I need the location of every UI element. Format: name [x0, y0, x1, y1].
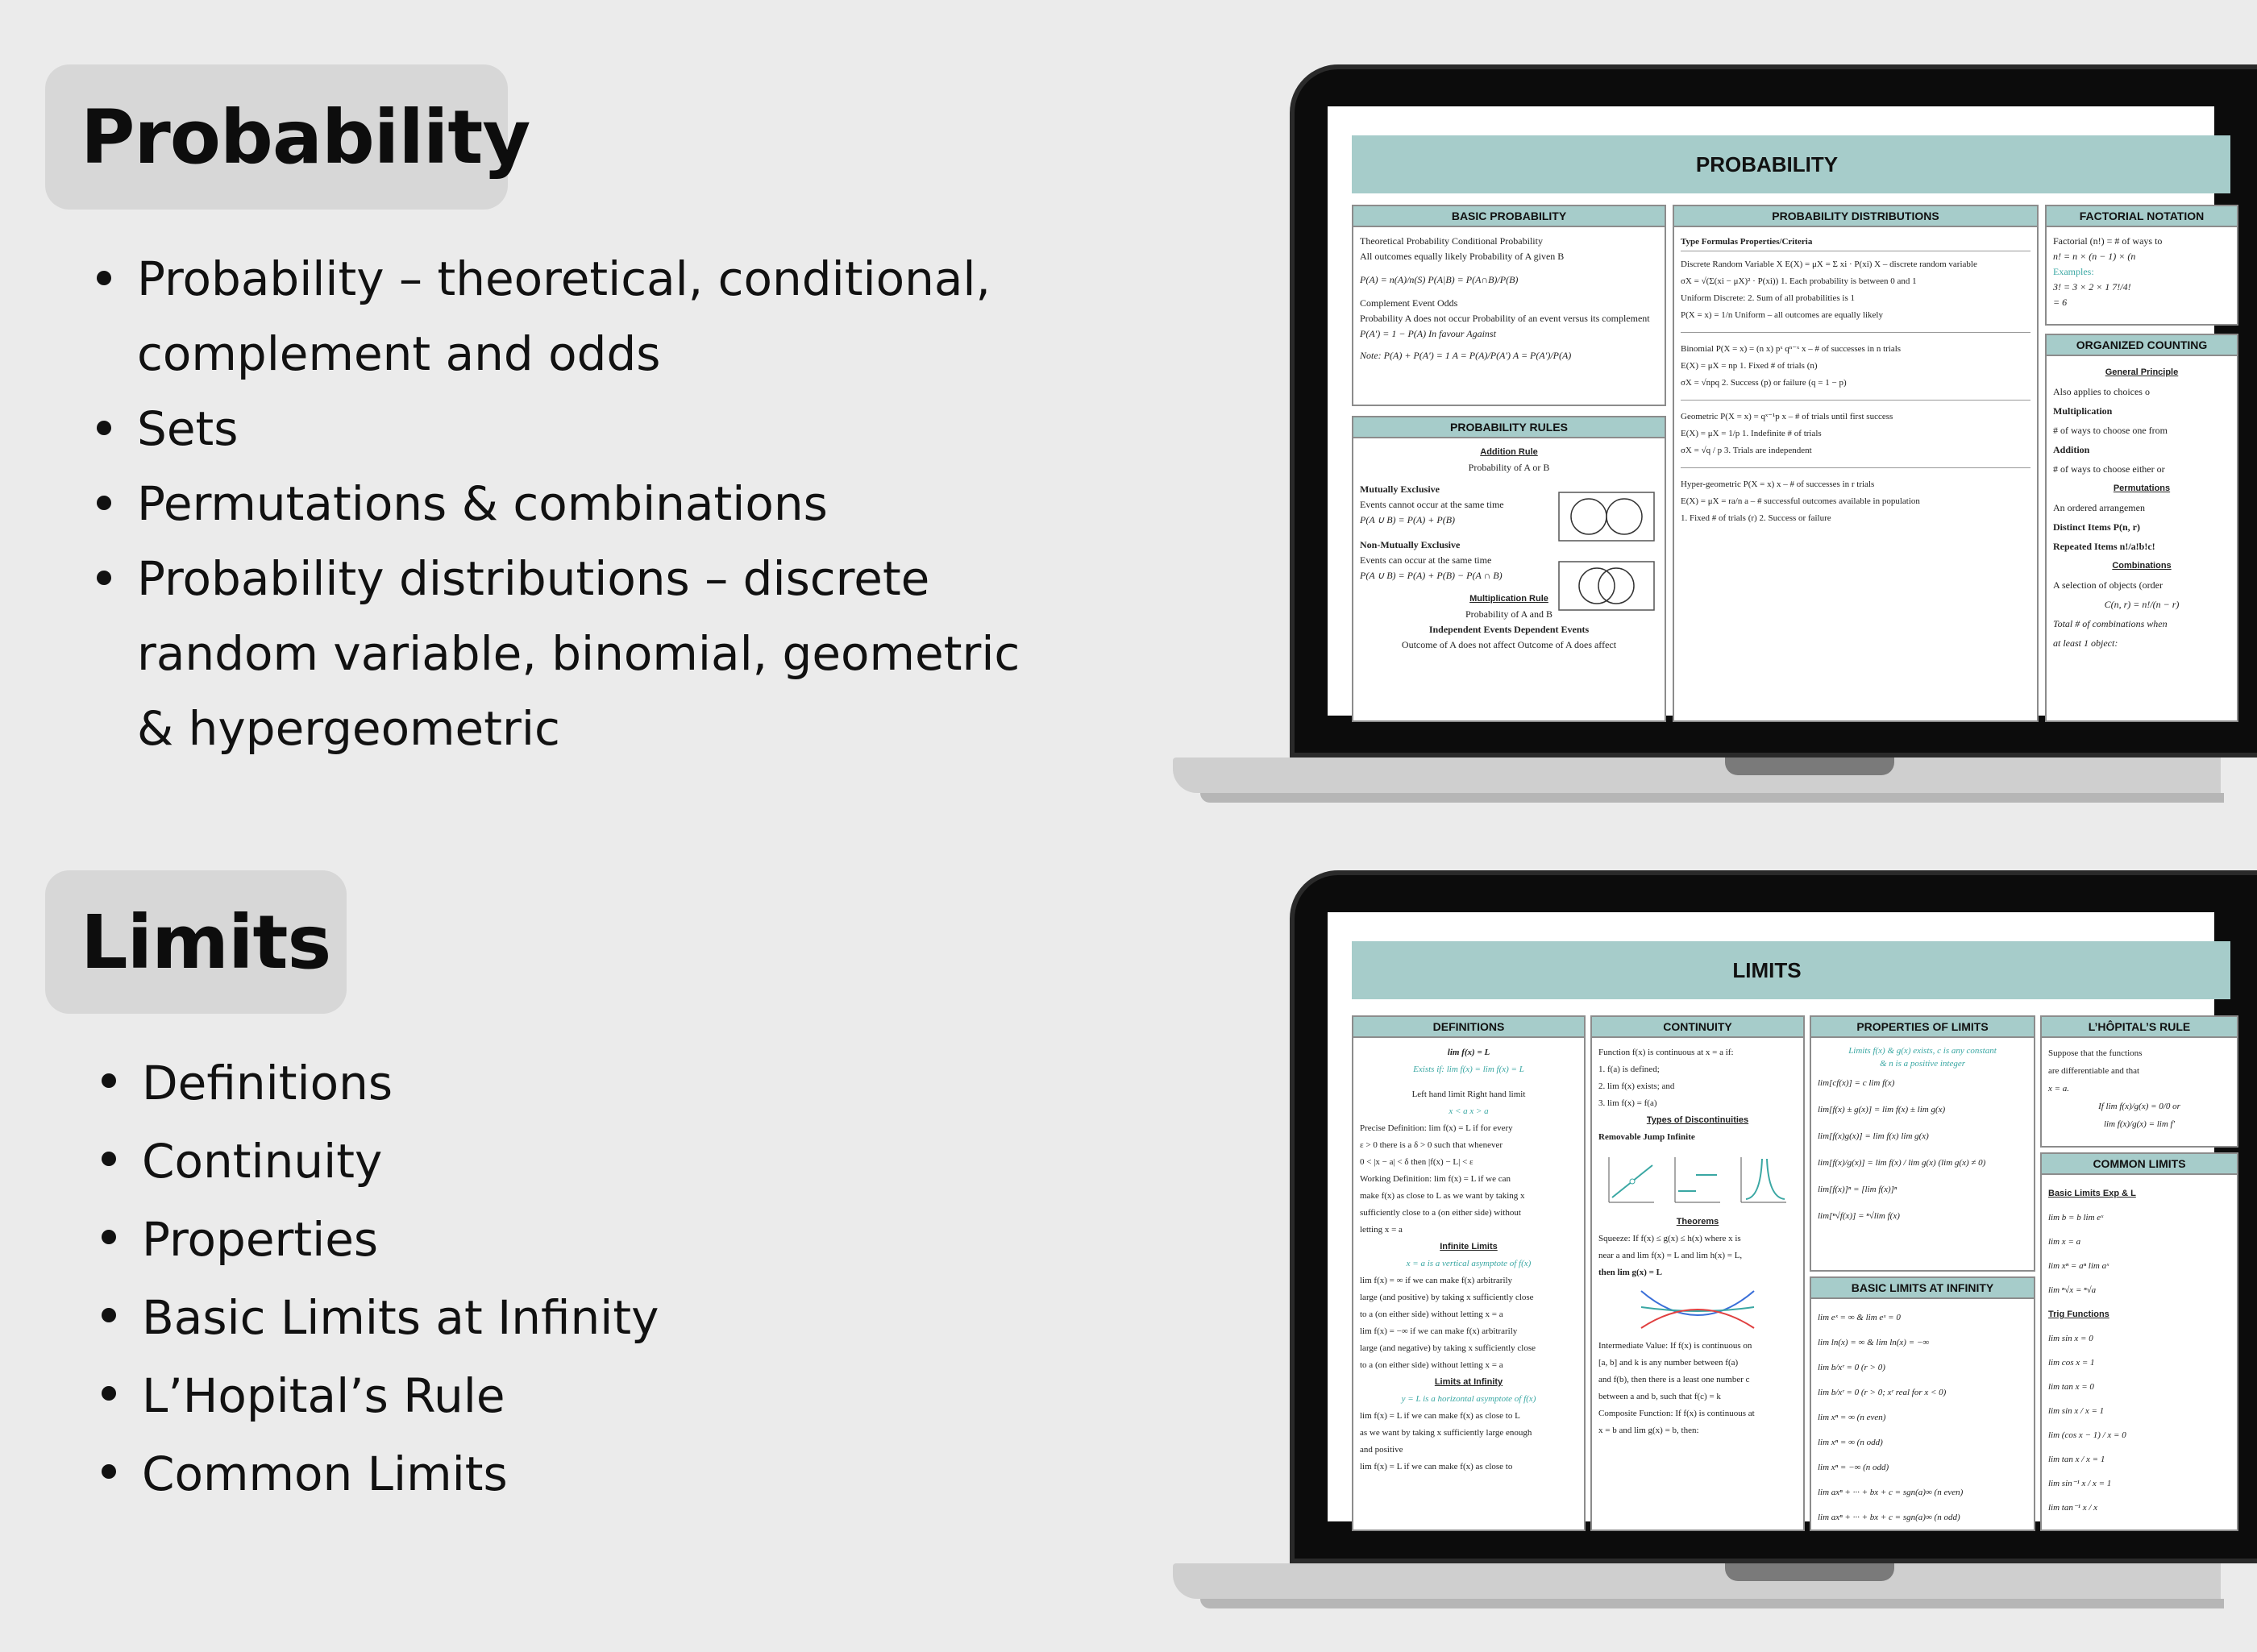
panel-line: lim f(x) = ∞ if we can make f(x) arbitrarily	[1360, 1276, 1513, 1285]
panel-line: Probability of A and B	[1465, 608, 1552, 620]
panel-line: Note: P(A) + P(A′) = 1 A = P(A)/P(A′) A = P(A′)/P(A)	[1360, 350, 1572, 361]
panel-line: E(X) = μX = ra/n a – # successful outcomes available in population	[1681, 496, 1920, 506]
panel-line: 1. f(a) is defined;	[1598, 1065, 1660, 1074]
panel-line: lim axⁿ + ··· + bx + c = sgn(a)∞ (n odd)	[1818, 1513, 1960, 1522]
panel-line: Non-Mutually Exclusive	[1360, 539, 1461, 550]
panel-line: & n is a positive integer	[1879, 1059, 1965, 1069]
panel-line: to a (on either side) without letting x = a	[1360, 1310, 1503, 1319]
panel-line: Removable Jump Infinite	[1598, 1132, 1695, 1142]
laptop-notch	[1725, 758, 1894, 775]
panel-line: Working Definition: lim f(x) = L if we can	[1360, 1174, 1511, 1184]
panel-body	[2042, 1038, 2237, 1139]
laptop-notch	[1725, 1563, 1894, 1581]
panel-line: General Principle	[2105, 367, 2179, 377]
laptop-base-shadow	[1200, 1599, 2224, 1608]
panel-line: P(A) = n(A)/n(S) P(A|B) = P(A∩B)/P(B)	[1360, 274, 1519, 285]
topic-item: Properties	[95, 1201, 982, 1279]
panel-line: lim tan x = 0	[2048, 1382, 2094, 1392]
panel-line: Combinations	[2112, 561, 2172, 571]
panel-body	[1592, 1038, 1803, 1446]
section-title-probability	[45, 64, 530, 210]
panel-body	[2042, 1175, 2237, 1526]
panel-probability-distributions	[1673, 205, 2039, 722]
panel-line: P(A ∪ B) = P(A) + P(B)	[1360, 514, 1456, 525]
panel-line: lim b/xʳ = 0 (r > 0)	[1818, 1363, 1885, 1372]
panel-line: Total # of combinations when	[2053, 618, 2168, 629]
panel-line: Events cannot occur at the same time	[1360, 499, 1504, 510]
panel-basic-probability	[1352, 205, 1666, 406]
jump-graph-icon	[1672, 1154, 1723, 1206]
panel-line: Limits at Infinity	[1434, 1377, 1503, 1387]
panel-line: lim (cos x − 1) / x = 0	[2048, 1430, 2126, 1440]
panel-line: Infinite Limits	[1440, 1242, 1498, 1251]
venn-diagram-icon	[1558, 561, 1655, 611]
panel-line: A selection of objects (order	[2053, 579, 2163, 591]
panel-line: lim ⁿ√x = ⁿ√a	[2048, 1285, 2097, 1295]
panel-line: lim[ⁿ√f(x)] = ⁿ√lim f(x)	[1818, 1211, 1900, 1221]
panel-line: An ordered arrangemen	[2053, 502, 2145, 513]
panel-line: Function f(x) is continuous at x = a if:	[1598, 1048, 1734, 1057]
panel-line: σX = √q / p 3. Trials are independent	[1681, 442, 2030, 468]
panel-line: All outcomes equally likely Probability of A given B	[1360, 251, 1565, 262]
panel-line: x = b and lim g(x) = b, then:	[1598, 1426, 1699, 1435]
topic-list-limits	[95, 1044, 982, 1513]
panel-line: 0 < |x − a| < δ then |f(x) − L| < ε	[1360, 1157, 1473, 1167]
panel-line: Precise Definition: lim f(x) = L if for every	[1360, 1123, 1513, 1133]
panel-title: BASIC LIMITS AT INFINITY	[1811, 1278, 2034, 1299]
panel-line: x < a x > a	[1449, 1106, 1489, 1116]
sheet-header: LIMITS	[1352, 941, 2230, 999]
panel-line: P(X = x) = 1/n Uniform – all outcomes are equally likely	[1681, 307, 2030, 333]
panel-line: P(A ∪ B) = P(A) + P(B) − P(A ∩ B)	[1360, 570, 1503, 581]
discontinuity-graphs	[1598, 1146, 1797, 1214]
panel-line: Complement Event Odds	[1360, 297, 1458, 309]
panel-line: Independent Events Dependent Events	[1428, 624, 1590, 635]
panel-line: lim sin⁻¹ x / x = 1	[2048, 1479, 2112, 1488]
laptop-base-shadow	[1200, 793, 2224, 803]
panel-line: Types of Discontinuities	[1646, 1115, 1749, 1125]
panel-line: Multiplication	[2053, 405, 2113, 417]
panel-line: Discrete Random Variable X E(X) = μX = Σ xi · P(xi) X – discrete random variable	[1681, 259, 1977, 269]
laptop-screen	[1328, 912, 2214, 1521]
panel-title: FACTORIAL NOTATION	[2047, 206, 2237, 227]
panel-line: x = a is a vertical asymptote of f(x)	[1406, 1259, 1532, 1268]
panel-line: Examples:	[2053, 266, 2094, 277]
panel-line: [a, b] and k is any number between f(a)	[1598, 1358, 1739, 1368]
section-title-limits	[45, 870, 347, 1014]
panel-title: PROBABILITY RULES	[1353, 417, 1665, 438]
panel-body	[1811, 1038, 2034, 1236]
panel-line: lim b = b lim eˣ	[2048, 1213, 2104, 1222]
panel-line: near a and lim f(x) = L and lim h(x) = L,	[1598, 1251, 1743, 1260]
panel-line: P(A′) = 1 − P(A) In favour Against	[1360, 328, 1496, 339]
panel-line: Distinct Items P(n, r)	[2053, 521, 2140, 533]
panel-line: = 6	[2053, 297, 2068, 308]
panel-line: lim axⁿ + ··· + bx + c = sgn(a)∞ (n even)	[1818, 1488, 1964, 1497]
laptop-base	[1173, 1563, 2221, 1599]
panel-title: COMMON LIMITS	[2042, 1154, 2237, 1175]
panel-organized-counting	[2045, 334, 2238, 722]
sheet-header: PROBABILITY	[1352, 135, 2230, 193]
panel-line: Intermediate Value: If f(x) is continuous on	[1598, 1341, 1752, 1351]
panel-line: C(n, r) = n!/(n − r)	[2104, 599, 2180, 610]
squeeze-graph-icon	[1637, 1283, 1758, 1336]
panel-body	[2047, 356, 2237, 659]
panel-line: Limits f(x) & g(x) exists, c is any constant	[1848, 1046, 1997, 1056]
panel-line: 2. lim f(x) exists; and	[1598, 1081, 1675, 1091]
panel-line: lim xⁿ = aⁿ lim aˣ	[2048, 1261, 2109, 1271]
panel-continuity	[1590, 1015, 1805, 1531]
panel-body	[1674, 227, 2037, 533]
panel-line: Trig Functions	[2048, 1310, 2109, 1319]
venn-diagram-icon	[1558, 492, 1655, 542]
panel-line: 1. Fixed # of trials (r) 2. Success or failure	[1681, 513, 1831, 523]
panel-line: lim tan⁻¹ x / x	[2048, 1503, 2098, 1513]
panel-line: Outcome of A does not affect Outcome of A does affect	[1401, 639, 1617, 650]
panel-line: Factorial (n!) = # of ways to	[2053, 235, 2163, 247]
panel-line: Geometric P(X = x) = qˣ⁻¹p x – # of trials until first success	[1681, 412, 1893, 421]
panel-lhopitals-rule	[2040, 1015, 2238, 1148]
topic-item: Sets	[90, 392, 1033, 467]
panel-line: large (and positive) by taking x sufficiently close	[1360, 1293, 1534, 1302]
panel-line: n! = n × (n − 1) × (n	[2053, 251, 2136, 262]
panel-line: lim[f(x)g(x)] = lim f(x) lim g(x)	[1818, 1131, 1929, 1141]
laptop-limits	[1173, 870, 2191, 1612]
panel-line: lim f(x) = L if we can make f(x) as close to L	[1360, 1411, 1520, 1421]
panel-title: PROBABILITY DISTRIBUTIONS	[1674, 206, 2037, 227]
panel-line: Theoretical Probability Conditional Probability	[1360, 235, 1543, 247]
panel-body	[1353, 1038, 1584, 1482]
panel-line: lim f(x) = −∞ if we can make f(x) arbitrarily	[1360, 1326, 1518, 1336]
panel-line: Uniform Discrete: 2. Sum of all probabilities is 1	[1681, 293, 1855, 303]
panel-line: lim[f(x)]ⁿ = [lim f(x)]ⁿ	[1818, 1185, 1897, 1194]
panel-body	[2047, 227, 2237, 317]
panel-line: Multiplication Rule	[1469, 594, 1548, 604]
topic-item: Probability – theoretical, conditional, complement and odds	[90, 242, 1033, 392]
laptop-screen	[1328, 106, 2214, 716]
panel-line: and positive	[1360, 1445, 1403, 1455]
panel-body	[1811, 1299, 2034, 1537]
panel-line: Suppose that the functions	[2048, 1048, 2143, 1058]
panel-line: Exists if: lim f(x) = lim f(x) = L	[1413, 1065, 1524, 1074]
panel-line: at least 1 object:	[2053, 637, 2118, 649]
panel-line: E(X) = μX = 1/p 1. Indefinite # of trials	[1681, 429, 1822, 438]
panel-line: Addition Rule	[1480, 447, 1538, 457]
panel-line: lim[f(x) ± g(x)] = lim f(x) ± lim g(x)	[1818, 1105, 1946, 1114]
section-title-text: Probability	[81, 93, 530, 181]
panel-line: Addition	[2053, 444, 2090, 455]
panel-line: Type Formulas Properties/Criteria	[1681, 234, 2030, 251]
panel-line: σX = √(Σ(xi − μX)² · P(xi)) 1. Each probability is between 0 and 1	[1681, 276, 1917, 286]
topic-item: Basic Limits at Infinity	[95, 1279, 982, 1357]
topic-item: Continuity	[95, 1123, 982, 1201]
panel-line: # of ways to choose either or	[2053, 463, 2165, 475]
panel-title: ORGANIZED COUNTING	[2047, 335, 2237, 356]
removable-graph-icon	[1606, 1154, 1657, 1206]
panel-line: Binomial P(X = x) = (n x) pˣ qⁿ⁻ˣ x – # of successes in n trials	[1681, 344, 1902, 354]
panel-line: lim cos x = 1	[2048, 1358, 2095, 1368]
infinite-graph-icon	[1738, 1154, 1789, 1206]
panel-line: lim xⁿ = ∞ (n even)	[1818, 1413, 1886, 1422]
panel-line: Probability A does not occur Probability of an event versus its complement	[1360, 313, 1650, 324]
panel-line: lim b/xʳ = 0 (r > 0; xʳ real for x < 0)	[1818, 1388, 1947, 1397]
panel-line: lim xⁿ = ∞ (n odd)	[1818, 1438, 1883, 1447]
panel-line: lim[cf(x)] = c lim f(x)	[1818, 1078, 1895, 1088]
panel-line: ε > 0 there is a δ > 0 such that whenever	[1360, 1140, 1503, 1150]
panel-line: to a (on either side) without letting x = a	[1360, 1360, 1503, 1370]
panel-line: sufficiently close to a (on either side) without	[1360, 1208, 1521, 1218]
panel-factorial-notation	[2045, 205, 2238, 326]
panel-basic-limits-at-infinity	[1810, 1276, 2035, 1531]
panel-line: σX = √npq 2. Success (p) or failure (q = 1 − p)	[1681, 375, 2030, 401]
panel-line: lim tan x / x = 1	[2048, 1455, 2105, 1464]
panel-line: Permutations	[2113, 484, 2171, 493]
panel-body	[1353, 227, 1665, 370]
panel-definitions	[1352, 1015, 1586, 1531]
panel-line: lim sin x = 0	[2048, 1334, 2093, 1343]
laptop-probability	[1173, 64, 2208, 806]
panel-title: L’HÔPITAL’S RULE	[2042, 1017, 2237, 1038]
panel-line: lim f(x) = L if we can make f(x) as close to	[1360, 1462, 1513, 1471]
panel-line: 3. lim f(x) = f(a)	[1598, 1098, 1657, 1108]
panel-line: then lim g(x) = L	[1598, 1268, 1662, 1277]
panel-line: letting x = a	[1360, 1225, 1403, 1235]
section-title-text: Limits	[81, 899, 331, 986]
laptop-base	[1173, 758, 2221, 793]
panel-properties-of-limits	[1810, 1015, 2035, 1272]
topic-item: Common Limits	[95, 1435, 982, 1513]
panel-line: Also applies to choices o	[2053, 386, 2150, 397]
panel-line: x = a.	[2048, 1084, 2070, 1094]
panel-line: Mutually Exclusive	[1360, 484, 1440, 495]
topic-item: Definitions	[95, 1044, 982, 1123]
panel-line: are differentiable and that	[2048, 1066, 2140, 1076]
panel-line: Composite Function: If f(x) is continuous at	[1598, 1409, 1755, 1418]
panel-line: y = L is a horizontal asymptote of f(x)	[1401, 1394, 1536, 1404]
panel-line: Repeated Items n!/a!b!c!	[2053, 541, 2155, 552]
panel-line: E(X) = μX = np 1. Fixed # of trials (n)	[1681, 361, 1818, 371]
panel-line: lim xⁿ = −∞ (n odd)	[1818, 1463, 1889, 1472]
panel-common-limits	[2040, 1152, 2238, 1531]
panel-line: make f(x) as close to L as we want by taking x	[1360, 1191, 1525, 1201]
panel-body	[1353, 438, 1665, 659]
panel-line: # of ways to choose one from	[2053, 425, 2168, 436]
panel-line: Probability of A or B	[1468, 462, 1550, 473]
panel-title: CONTINUITY	[1592, 1017, 1803, 1038]
panel-line: Theorems	[1676, 1217, 1719, 1227]
panel-line: Events can occur at the same time	[1360, 554, 1492, 566]
panel-line: lim eˣ = ∞ & lim eˣ = 0	[1818, 1313, 1901, 1322]
panel-line: Basic Limits Exp & L	[2048, 1189, 2136, 1198]
panel-probability-rules	[1352, 416, 1666, 722]
panel-title: BASIC PROBABILITY	[1353, 206, 1665, 227]
panel-line: lim f(x) = L	[1447, 1048, 1490, 1057]
panel-line: lim f(x)/g(x) = lim f′	[2103, 1119, 2176, 1129]
panel-line: If lim f(x)/g(x) = 0/0 or	[2098, 1102, 2180, 1111]
topic-item: Probability distributions – discrete random variable, binomial, geometric & hypergeometric	[90, 542, 1033, 766]
panel-line: large (and negative) by taking x sufficiently close	[1360, 1343, 1536, 1353]
panel-line: lim[f(x)/g(x)] = lim f(x) / lim g(x) (lim g(x) ≠ 0)	[1818, 1158, 1986, 1168]
panel-title: DEFINITIONS	[1353, 1017, 1584, 1038]
topic-item: L’Hopital’s Rule	[95, 1357, 982, 1435]
panel-line: 3! = 3 × 2 × 1 7!/4!	[2053, 281, 2131, 293]
panel-line: and f(b), then there is a least one number c	[1598, 1375, 1750, 1384]
panel-line: as we want by taking x sufficiently large enough	[1360, 1428, 1532, 1438]
topic-list-probability	[90, 242, 1033, 766]
panel-title: PROPERTIES OF LIMITS	[1811, 1017, 2034, 1038]
panel-line: Hyper-geometric P(X = x) x – # of successes in r trials	[1681, 479, 1875, 489]
panel-line: lim x = a	[2048, 1237, 2081, 1247]
panel-line: Left hand limit Right hand limit	[1411, 1090, 1526, 1099]
topic-item: Permutations & combinations	[90, 467, 1033, 542]
panel-line: lim sin x / x = 1	[2048, 1406, 2105, 1416]
panel-line: between a and b, such that f(c) = k	[1598, 1392, 1721, 1401]
panel-line: lim ln(x) = ∞ & lim ln(x) = −∞	[1818, 1338, 1930, 1347]
panel-line: Squeeze: If f(x) ≤ g(x) ≤ h(x) where x is	[1598, 1234, 1741, 1243]
